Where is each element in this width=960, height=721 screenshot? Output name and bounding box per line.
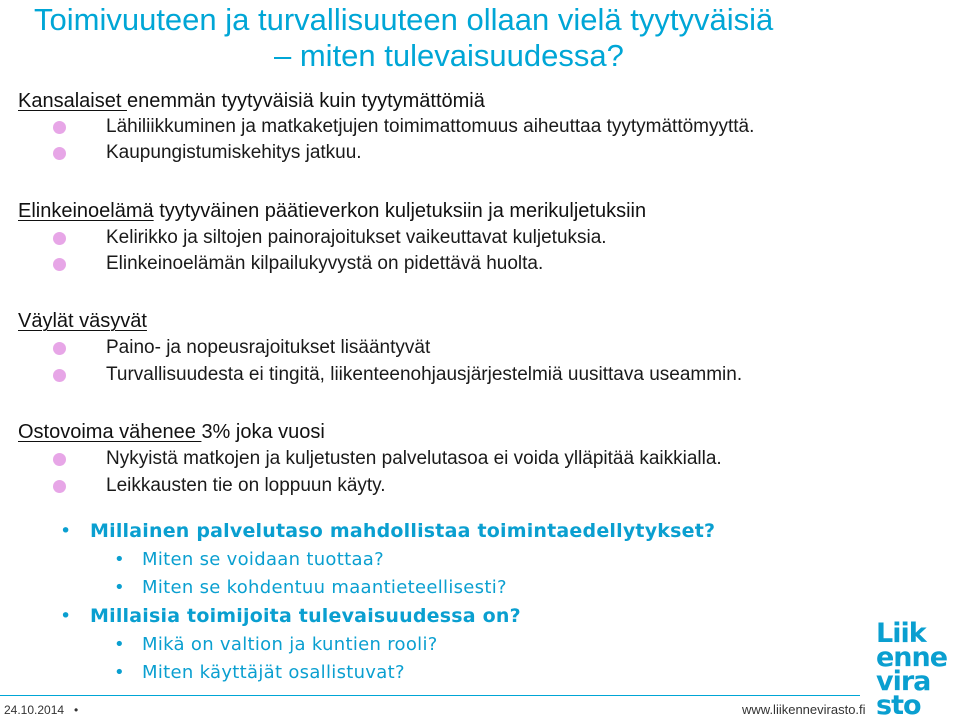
bullet-dot-icon [53, 147, 66, 160]
bullet-dot-icon [53, 369, 66, 382]
logo-line: sto [876, 690, 921, 721]
bullet-dot-icon [53, 480, 66, 493]
footer-url-link[interactable]: www.liikennevirasto.fi [742, 702, 866, 717]
slide-title [34, 2, 914, 74]
question-text: Millaisia toimijoita tulevaisuudessa on? [90, 605, 521, 627]
sub-question-text: Miten käyttäjät osallistuvat? [142, 662, 405, 683]
sub-question-text: Miten se kohdentuu maantieteellisesti? [142, 577, 507, 598]
heading-underlined: Kansalaiset [18, 90, 127, 112]
bullet-dot-icon [53, 342, 66, 355]
footer-date: 24.10.2014 [4, 703, 65, 717]
footer-divider [0, 695, 860, 696]
question-text: Millainen palvelutaso mahdollistaa toimintaedellytykset? [90, 520, 716, 542]
bullet-dot-icon [53, 121, 66, 134]
sub-question-text: Mikä on valtion ja kuntien rooli? [142, 634, 438, 655]
section-heading-kansalaiset [18, 88, 485, 114]
bullet-dot-icon [53, 258, 66, 271]
bullet-icon: • [114, 634, 125, 655]
heading-rest: 3% joka vuosi [201, 421, 325, 443]
liikennevirasto-logo [876, 618, 960, 721]
logo-line: vira [876, 666, 931, 697]
bullet-icon: • [114, 577, 125, 598]
logo-line: Liik [876, 618, 926, 649]
footer-separator: • [74, 703, 79, 717]
bullet-text: Kaupungistumiskehitys jatkuu. [106, 142, 362, 163]
bullet-text: Leikkausten tie on loppuun käyty. [106, 475, 386, 496]
heading-underlined: Ostovoima vähenee [18, 421, 202, 443]
bullet-text: Nykyistä matkojen ja kuljetusten palvelutasoa ei voida ylläpitää kaikkialla. [106, 448, 722, 469]
title-line-2: – miten tulevaisuudessa? [274, 38, 624, 73]
section-heading-ostovoima [18, 419, 325, 445]
bullet-text: Turvallisuudesta ei tingitä, liikenteenohjausjärjestelmiä uusittava useammin. [106, 364, 743, 385]
title-line-1: Toimivuuteen ja turvallisuuteen ollaan vielä tyytyväisiä [34, 2, 774, 37]
bullet-icon: • [114, 549, 125, 570]
sub-question-text: Miten se voidaan tuottaa? [142, 549, 384, 570]
bullet-icon: • [114, 662, 125, 683]
heading-underlined: Väylät väsyvät [18, 310, 147, 332]
heading-underlined: Elinkeinoelämä [18, 200, 154, 222]
bullet-dot-icon [53, 453, 66, 466]
bullet-text: Kelirikko ja siltojen painorajoitukset vaikeuttavat kuljetuksia. [106, 227, 607, 248]
bullet-icon: • [60, 605, 72, 627]
section-heading-elinkeinoelama [18, 198, 646, 224]
bullet-text: Paino- ja nopeusrajoitukset lisääntyvät [106, 337, 431, 358]
heading-rest: enemmän tyytyväisiä kuin tyytymättömiä [126, 90, 485, 112]
bullet-text: Lähiliikkuminen ja matkaketjujen toimimattomuus aiheuttaa tyytymättömyyttä. [106, 116, 755, 137]
bullet-text: Elinkeinoelämän kilpailukyvystä on pidettävä huolta. [106, 253, 544, 274]
section-heading-vaylat [18, 308, 147, 334]
bullet-dot-icon [53, 232, 66, 245]
heading-rest: tyytyväinen päätieverkon kuljetuksiin ja merikuljetuksiin [153, 200, 647, 222]
logo-line: enne [876, 642, 948, 673]
bullet-icon: • [60, 520, 72, 542]
